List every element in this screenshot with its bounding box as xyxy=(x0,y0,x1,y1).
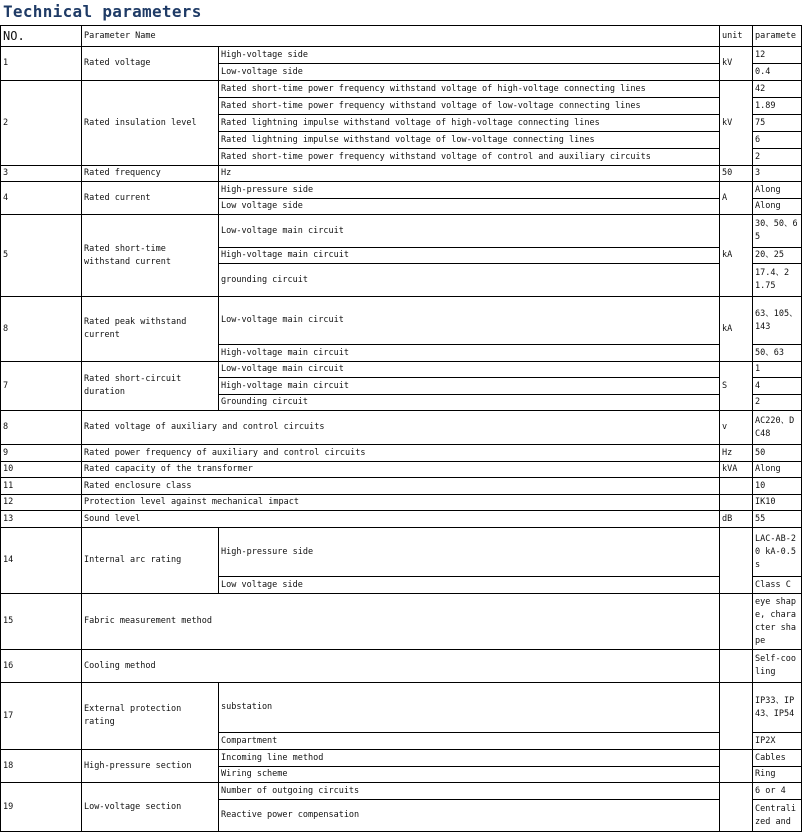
param-name: Cooling method xyxy=(82,650,720,683)
value-cell: 12 xyxy=(753,47,802,64)
unit-cell xyxy=(720,750,753,783)
sub-param: Grounding circuit xyxy=(219,395,720,411)
sub-param: Rated lightning impulse withstand voltage of high-voltage connecting lines xyxy=(219,115,720,132)
param-name: Rated insulation level xyxy=(82,81,219,166)
row-no: 15 xyxy=(1,594,82,650)
value-cell: Class C xyxy=(753,577,802,594)
table-row xyxy=(1,297,802,345)
value-cell: IP33、IP43、IP54 xyxy=(753,683,802,733)
sub-param: substation xyxy=(219,683,720,733)
value-cell: 42 xyxy=(753,81,802,98)
sub-param: Rated short-time power frequency withstand voltage of high-voltage connecting lines xyxy=(219,81,720,98)
sub-param: Rated short-time power frequency withstand voltage of control and auxiliary circuits xyxy=(219,149,720,166)
param-name: External protection rating xyxy=(82,683,219,750)
page-title: Technical parameters xyxy=(3,2,202,21)
param-name: Rated voltage of auxiliary and control circuits xyxy=(82,411,720,445)
value-cell: Along xyxy=(753,199,802,215)
value-cell: 3 xyxy=(753,166,802,182)
row-no: 8 xyxy=(1,297,82,362)
value-cell: AC220、DC48 xyxy=(753,411,802,445)
value-cell: 55 xyxy=(753,511,802,528)
unit-cell: kA xyxy=(720,297,753,362)
value-cell: 2 xyxy=(753,395,802,411)
row-no: 18 xyxy=(1,750,82,783)
sub-param: Low-voltage main circuit xyxy=(219,362,720,378)
sub-param: Low voltage side xyxy=(219,199,720,215)
unit-cell xyxy=(720,594,753,650)
value-cell: 50、63 xyxy=(753,345,802,362)
value-cell: Cables xyxy=(753,750,802,767)
unit-cell: kVA xyxy=(720,462,753,478)
table-row xyxy=(1,445,802,462)
param-name: Rated short-time withstand current xyxy=(82,215,219,297)
value-cell: 30、50、65 xyxy=(753,215,802,248)
table-row xyxy=(1,750,802,767)
unit-cell: A xyxy=(720,182,753,215)
value-cell: IP2X xyxy=(753,733,802,750)
table-row xyxy=(1,166,802,182)
value-cell: IK10 xyxy=(753,495,802,511)
row-no: 19 xyxy=(1,783,82,832)
param-name: Rated enclosure class xyxy=(82,478,720,495)
value-cell: 1.89 xyxy=(753,98,802,115)
unit-cell: dB xyxy=(720,511,753,528)
header-parameter-name: Parameter Name xyxy=(82,26,720,47)
param-name: High-pressure section xyxy=(82,750,219,783)
table-row xyxy=(1,783,802,800)
unit-cell xyxy=(720,683,753,750)
table-row xyxy=(1,528,802,577)
sub-param: Low-voltage main circuit xyxy=(219,215,720,248)
sub-param: High-pressure side xyxy=(219,182,720,199)
row-no: 3 xyxy=(1,166,82,182)
unit-cell: kA xyxy=(720,215,753,297)
value-cell: Along xyxy=(753,462,802,478)
row-no: 17 xyxy=(1,683,82,750)
param-name: Internal arc rating xyxy=(82,528,219,594)
value-cell: 75 xyxy=(753,115,802,132)
table-header-row xyxy=(1,26,802,47)
parameters-table xyxy=(0,25,802,832)
unit-cell xyxy=(720,495,753,511)
value-cell: 6 or 4 xyxy=(753,783,802,800)
row-no: 7 xyxy=(1,362,82,411)
unit-cell: v xyxy=(720,411,753,445)
table-row xyxy=(1,182,802,199)
sub-param: High-pressure side xyxy=(219,528,720,577)
unit-cell: Hz xyxy=(720,445,753,462)
sub-param: Low-voltage side xyxy=(219,64,720,81)
sub-param: High-voltage main circuit xyxy=(219,248,720,264)
param-name: Low-voltage section xyxy=(82,783,219,832)
param-name: Rated capacity of the transformer xyxy=(82,462,720,478)
table-row xyxy=(1,495,802,511)
row-no: 10 xyxy=(1,462,82,478)
row-no: 11 xyxy=(1,478,82,495)
row-no: 9 xyxy=(1,445,82,462)
sub-param: Rated lightning impulse withstand voltage of low-voltage connecting lines xyxy=(219,132,720,149)
value-cell: 6 xyxy=(753,132,802,149)
sub-param: Low voltage side xyxy=(219,577,720,594)
header-unit: unit xyxy=(720,26,753,47)
param-name: Rated power frequency of auxiliary and control circuits xyxy=(82,445,720,462)
value-cell: 0.4 xyxy=(753,64,802,81)
sub-param: Compartment xyxy=(219,733,720,750)
row-no: 2 xyxy=(1,81,82,166)
row-no: 16 xyxy=(1,650,82,683)
unit-cell: kV xyxy=(720,47,753,81)
value-cell: 1 xyxy=(753,362,802,378)
value-cell: 50 xyxy=(753,445,802,462)
table-row xyxy=(1,478,802,495)
unit-cell xyxy=(720,783,753,832)
unit-cell: 50 xyxy=(720,166,753,182)
param-name: Fabric measurement method xyxy=(82,594,720,650)
table-row xyxy=(1,362,802,378)
unit-cell xyxy=(720,478,753,495)
row-no: 14 xyxy=(1,528,82,594)
param-name: Rated peak withstand current xyxy=(82,297,219,362)
value-cell: Centralized and xyxy=(753,800,802,832)
sub-param: Incoming line method xyxy=(219,750,720,767)
sub-param: Hz xyxy=(219,166,720,182)
sub-param: High-voltage main circuit xyxy=(219,378,720,395)
value-cell: 4 xyxy=(753,378,802,395)
row-no: 4 xyxy=(1,182,82,215)
param-name: Rated frequency xyxy=(82,166,219,182)
value-cell: LAC-AB-20 kA-0.5s xyxy=(753,528,802,577)
row-no: 8 xyxy=(1,411,82,445)
value-cell: 20、25 xyxy=(753,248,802,264)
param-name: Sound level xyxy=(82,511,720,528)
param-name: Rated short-circuit duration xyxy=(82,362,219,411)
sub-param: Low-voltage main circuit xyxy=(219,297,720,345)
value-cell: 17.4、21.75 xyxy=(753,264,802,297)
value-cell: Self-cooling xyxy=(753,650,802,683)
sub-param: Number of outgoing circuits xyxy=(219,783,720,800)
table-row xyxy=(1,81,802,98)
value-cell: 63、105、143 xyxy=(753,297,802,345)
sub-param: Rated short-time power frequency withstand voltage of low-voltage connecting lines xyxy=(219,98,720,115)
unit-cell xyxy=(720,528,753,594)
header-value: paramete xyxy=(753,26,802,47)
value-cell: 10 xyxy=(753,478,802,495)
value-cell: eye shape, character shape xyxy=(753,594,802,650)
sub-param: High-voltage main circuit xyxy=(219,345,720,362)
row-no: 1 xyxy=(1,47,82,81)
table-row xyxy=(1,215,802,248)
row-no: 12 xyxy=(1,495,82,511)
value-cell: 2 xyxy=(753,149,802,166)
param-name: Rated current xyxy=(82,182,219,215)
table-row xyxy=(1,683,802,733)
unit-cell xyxy=(720,650,753,683)
row-no: 5 xyxy=(1,215,82,297)
sub-param: High-voltage side xyxy=(219,47,720,64)
param-name: Rated voltage xyxy=(82,47,219,81)
param-name: Protection level against mechanical impact xyxy=(82,495,720,511)
header-no: NO. xyxy=(1,26,82,47)
table-row xyxy=(1,650,802,683)
table-row xyxy=(1,462,802,478)
sub-param: Reactive power compensation xyxy=(219,800,720,832)
unit-cell: kV xyxy=(720,81,753,166)
table-row xyxy=(1,511,802,528)
unit-cell: S xyxy=(720,362,753,411)
row-no: 13 xyxy=(1,511,82,528)
value-cell: Along xyxy=(753,182,802,199)
sub-param: Wiring scheme xyxy=(219,767,720,783)
value-cell: Ring xyxy=(753,767,802,783)
table-row xyxy=(1,411,802,445)
table-row xyxy=(1,47,802,64)
sub-param: grounding circuit xyxy=(219,264,720,297)
table-row xyxy=(1,594,802,650)
